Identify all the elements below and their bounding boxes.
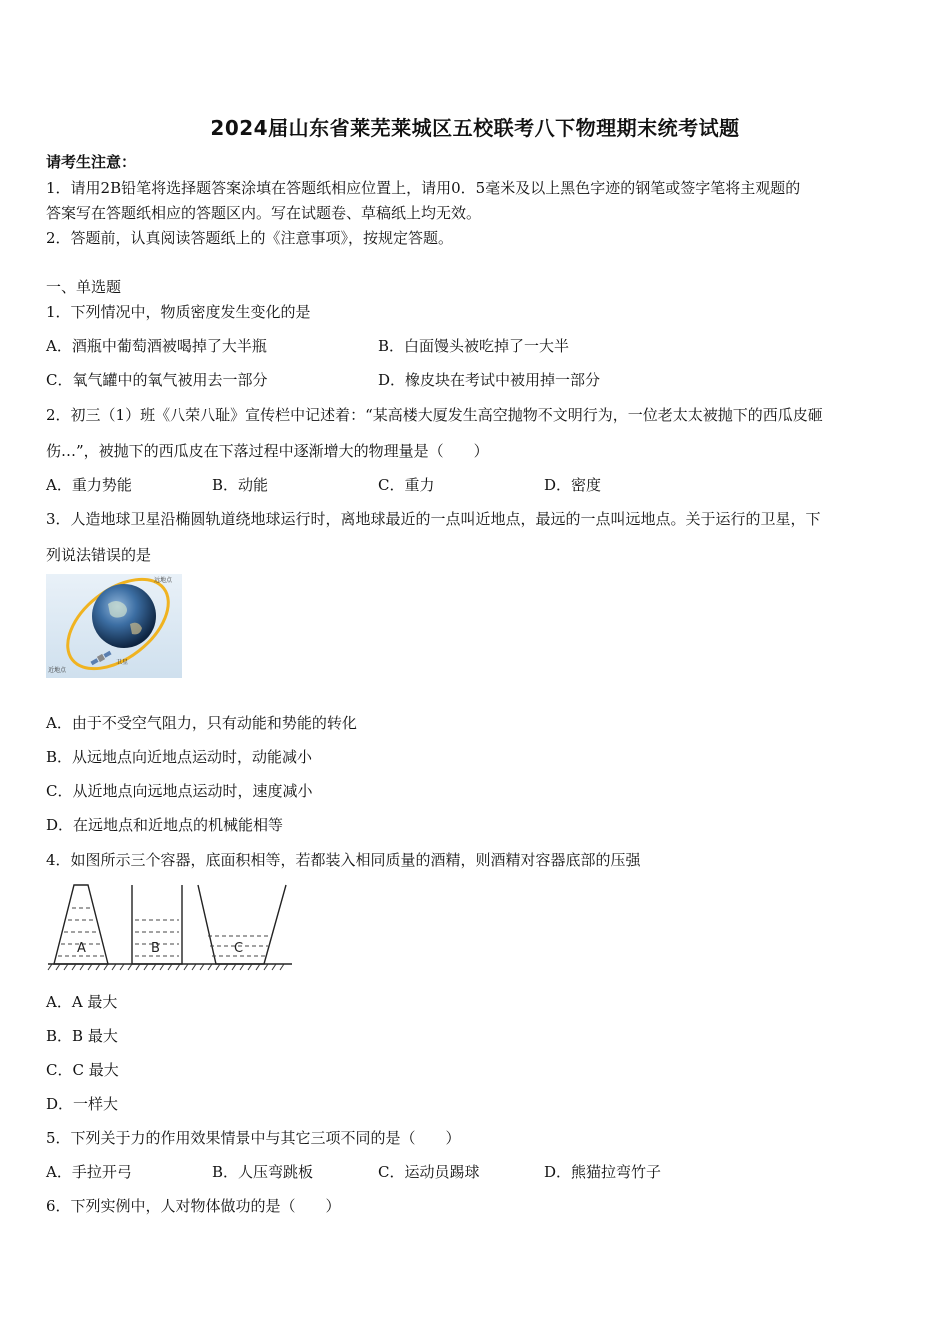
q3-option-b: B．从远地点向近地点运动时，动能减小 <box>46 748 313 766</box>
notice-item-1b: 答案写在答题纸相应的答题区内。写在试题卷、草稿纸上均无效。 <box>46 204 482 222</box>
q6-stem: 6．下列实例中，人对物体做功的是（ ） <box>46 1197 341 1215</box>
q1-option-d: D．橡皮块在考试中被用掉一部分 <box>378 371 601 389</box>
notice-item-2: 2．答题前，认真阅读答题纸上的《注意事项》，按规定答题。 <box>46 229 454 247</box>
q2-option-b: B．动能 <box>212 476 269 494</box>
satellite-label: 卫星 <box>116 659 129 666</box>
q2-stem-a: 2．初三（1）班《八荣八耻》宣传栏中记述着：“某高楼大厦发生高空抛物不文明行为，一位老太太被抛下的西瓜皮砸 <box>46 406 823 424</box>
q5-option-c: C．运动员踢球 <box>378 1163 480 1181</box>
q4-option-c: C．C 最大 <box>46 1061 119 1079</box>
q5-stem: 5．下列关于力的作用效果情景中与其它三项不同的是（ ） <box>46 1129 461 1147</box>
notice-heading: 请考生注意： <box>46 153 137 171</box>
q3-option-c: C．从近地点向远地点运动时，速度减小 <box>46 782 313 800</box>
q4-option-a: A．A 最大 <box>46 993 118 1011</box>
q4-stem: 4．如图所示三个容器，底面积相等，若都装入相同质量的酒精，则酒精对容器底部的压强 <box>46 851 641 869</box>
container-c-label: C <box>234 941 244 956</box>
q1-option-c: C．氧气罐中的氧气被用去一部分 <box>46 371 268 389</box>
q1-option-a: A．酒瓶中葡萄酒被喝掉了大半瓶 <box>46 337 267 355</box>
near-point-label: 近地点 <box>48 667 67 674</box>
q3-stem-a: 3．人造地球卫星沿椭圆轨道绕地球运行时，离地球最近的一点叫近地点，最远的一点叫远地点。关于运行的卫星，下 <box>46 510 821 528</box>
ground-hatching <box>48 964 284 970</box>
q5-option-d: D．熊猫拉弯竹子 <box>544 1163 662 1181</box>
containers-diagram <box>46 880 294 974</box>
q5-option-b: B．人压弯跳板 <box>212 1163 314 1181</box>
q2-stem-b: 伤…”，被抛下的西瓜皮在下落过程中逐渐增大的物理量是（ ） <box>46 442 489 460</box>
q1-stem: 1．下列情况中，物质密度发生变化的是 <box>46 303 311 321</box>
section-heading: 一、单选题 <box>46 278 122 296</box>
page-title: 2024届山东省莱芜莱城区五校联考八下物理期末统考试题 <box>210 116 740 140</box>
containers-figure <box>46 880 294 974</box>
q2-option-a: A．重力势能 <box>46 476 132 494</box>
orbit-diagram <box>46 574 182 678</box>
q2-option-c: C．重力 <box>378 476 435 494</box>
q3-option-a: A．由于不受空气阻力，只有动能和势能的转化 <box>46 714 357 732</box>
q2-option-d: D．密度 <box>544 476 602 494</box>
q4-option-d: D．一样大 <box>46 1095 119 1113</box>
far-point-label: 远地点 <box>154 577 173 584</box>
container-b-label: B <box>151 941 160 956</box>
q3-option-d: D．在远地点和近地点的机械能相等 <box>46 816 284 834</box>
q3-stem-b: 列说法错误的是 <box>46 546 152 564</box>
container-a-label: A <box>77 941 86 956</box>
q4-option-b: B．B 最大 <box>46 1027 118 1045</box>
q5-option-a: A．手拉开弓 <box>46 1163 132 1181</box>
satellite-orbit-figure <box>46 574 182 678</box>
q1-option-b: B．白面馒头被吃掉了一大半 <box>378 337 570 355</box>
notice-item-1a: 1．请用2B铅笔将选择题答案涂填在答题纸相应位置上，请用0．5毫米及以上黑色字迹的钢笔或签字笔将主观题的 <box>46 179 801 197</box>
